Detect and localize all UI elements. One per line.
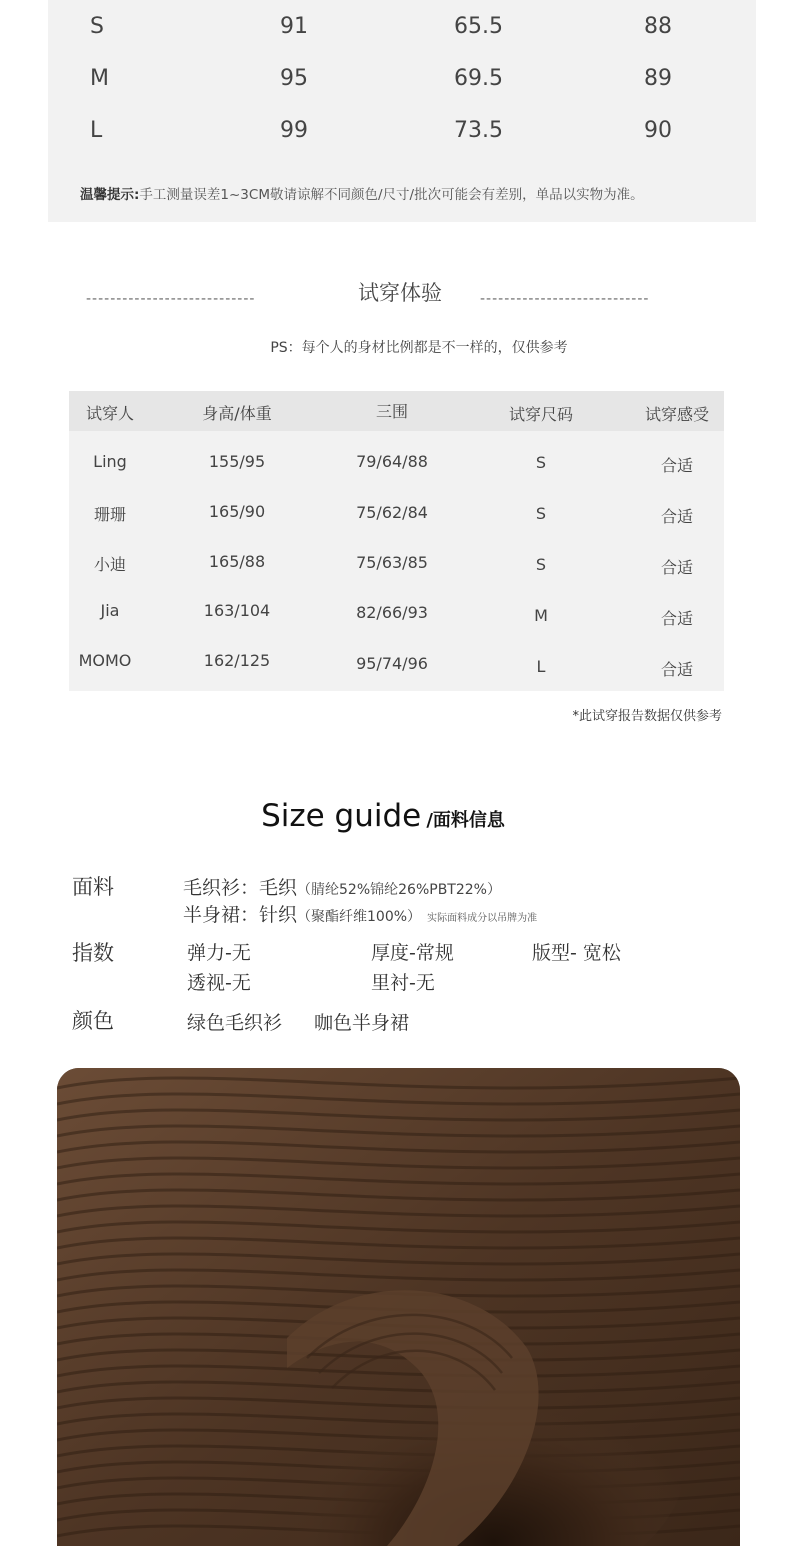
index-transparency: 透视-无 bbox=[187, 972, 251, 994]
fabric-line-sweater bbox=[183, 873, 501, 900]
table-cell: 165/88 bbox=[208, 552, 266, 571]
size-guide-subheading: /面料信息 bbox=[426, 810, 505, 831]
header-height-weight: 身高/体重 bbox=[202, 404, 272, 423]
size-row-l bbox=[48, 118, 756, 168]
tip-label: 温馨提示: bbox=[80, 187, 140, 203]
index-lining: 里衬-无 bbox=[371, 972, 435, 994]
size-cell: S bbox=[90, 14, 104, 39]
table-cell: MOMO bbox=[78, 651, 132, 670]
color-sweater: 绿色毛织衫 bbox=[187, 1012, 283, 1034]
measurement-tip bbox=[80, 183, 644, 203]
index-fit: 版型- 宽松 bbox=[532, 942, 621, 964]
table-cell: 合适 bbox=[660, 660, 693, 679]
size-cell: 65.5 bbox=[454, 14, 503, 39]
table-cell: 合适 bbox=[660, 558, 693, 577]
table-cell: 162/125 bbox=[203, 651, 271, 670]
table-cell: 合适 bbox=[660, 609, 693, 628]
fabric-sweater: 毛织衫：毛织 bbox=[183, 877, 298, 899]
fabric-closeup-image bbox=[57, 1068, 740, 1546]
table-cell: 155/95 bbox=[208, 452, 266, 471]
table-header bbox=[69, 391, 724, 431]
size-cell: 90 bbox=[644, 118, 672, 143]
table-cell: 165/90 bbox=[208, 502, 266, 521]
table-cell: 79/64/88 bbox=[356, 452, 428, 471]
fabric-sweater-composition: （腈纶52%锦纶26%PBT22%） bbox=[297, 882, 501, 898]
size-row-s bbox=[48, 14, 756, 64]
header-feeling: 试穿感受 bbox=[644, 405, 709, 424]
table-cell: Jia bbox=[100, 601, 120, 620]
table-cell: S bbox=[535, 555, 547, 574]
table-cell: 95/74/96 bbox=[356, 654, 428, 673]
table-cell: 75/63/85 bbox=[356, 553, 428, 572]
table-cell: S bbox=[535, 453, 547, 472]
size-cell: M bbox=[90, 66, 109, 91]
header-size: 试穿尺码 bbox=[508, 405, 573, 424]
try-on-footnote: *此试穿报告数据仅供参考 bbox=[572, 709, 722, 724]
header-tester: 试穿人 bbox=[85, 404, 134, 423]
color-label: 颜色 bbox=[72, 1009, 114, 1033]
table-cell: 82/66/93 bbox=[356, 603, 428, 622]
table-cell: Ling bbox=[93, 452, 127, 471]
table-cell: 珊珊 bbox=[93, 505, 126, 524]
table-cell: 小迪 bbox=[93, 555, 126, 574]
fabric-label: 面料 bbox=[72, 875, 114, 899]
size-cell: 91 bbox=[280, 14, 308, 39]
size-guide-heading: Size guide bbox=[261, 798, 422, 834]
fabric-skirt: 半身裙：针织 bbox=[183, 904, 298, 926]
fabric-note: 实际面料成分以吊牌为准 bbox=[427, 913, 538, 924]
table-cell: M bbox=[534, 606, 548, 625]
index-thickness: 厚度-常规 bbox=[371, 942, 454, 964]
table-cell: 75/62/84 bbox=[356, 503, 428, 522]
divider-right: ---------------------------- bbox=[480, 291, 650, 307]
size-cell: 88 bbox=[644, 14, 672, 39]
table-cell: 合适 bbox=[660, 456, 693, 475]
table-cell: 163/104 bbox=[203, 601, 271, 620]
size-cell: 95 bbox=[280, 66, 308, 91]
color-skirt: 咖色半身裙 bbox=[314, 1012, 410, 1034]
fabric-line-skirt bbox=[183, 900, 537, 927]
section-title: 试穿体验 bbox=[358, 281, 442, 305]
table-cell: L bbox=[536, 657, 546, 676]
try-on-table bbox=[69, 391, 724, 691]
table-cell: 合适 bbox=[660, 507, 693, 526]
size-cell: 89 bbox=[644, 66, 672, 91]
header-measurements: 三围 bbox=[375, 402, 408, 421]
size-cell: L bbox=[90, 118, 103, 143]
index-elasticity: 弹力-无 bbox=[187, 942, 251, 964]
ps-note: PS：每个人的身材比例都是不一样的，仅供参考 bbox=[270, 340, 568, 356]
tip-text: 手工测量误差1~3CM敬请谅解不同颜色/尺寸/批次可能会有差别，单品以实物为准。 bbox=[139, 187, 644, 203]
size-row-m bbox=[48, 66, 756, 116]
size-cell: 69.5 bbox=[454, 66, 503, 91]
size-cell: 73.5 bbox=[454, 118, 503, 143]
fabric-skirt-composition: （聚酯纤维100%） bbox=[297, 909, 422, 925]
size-cell: 99 bbox=[280, 118, 308, 143]
index-label: 指数 bbox=[72, 941, 114, 965]
table-cell: S bbox=[535, 504, 547, 523]
divider-left: ---------------------------- bbox=[86, 291, 256, 307]
size-guide-title bbox=[0, 798, 766, 834]
